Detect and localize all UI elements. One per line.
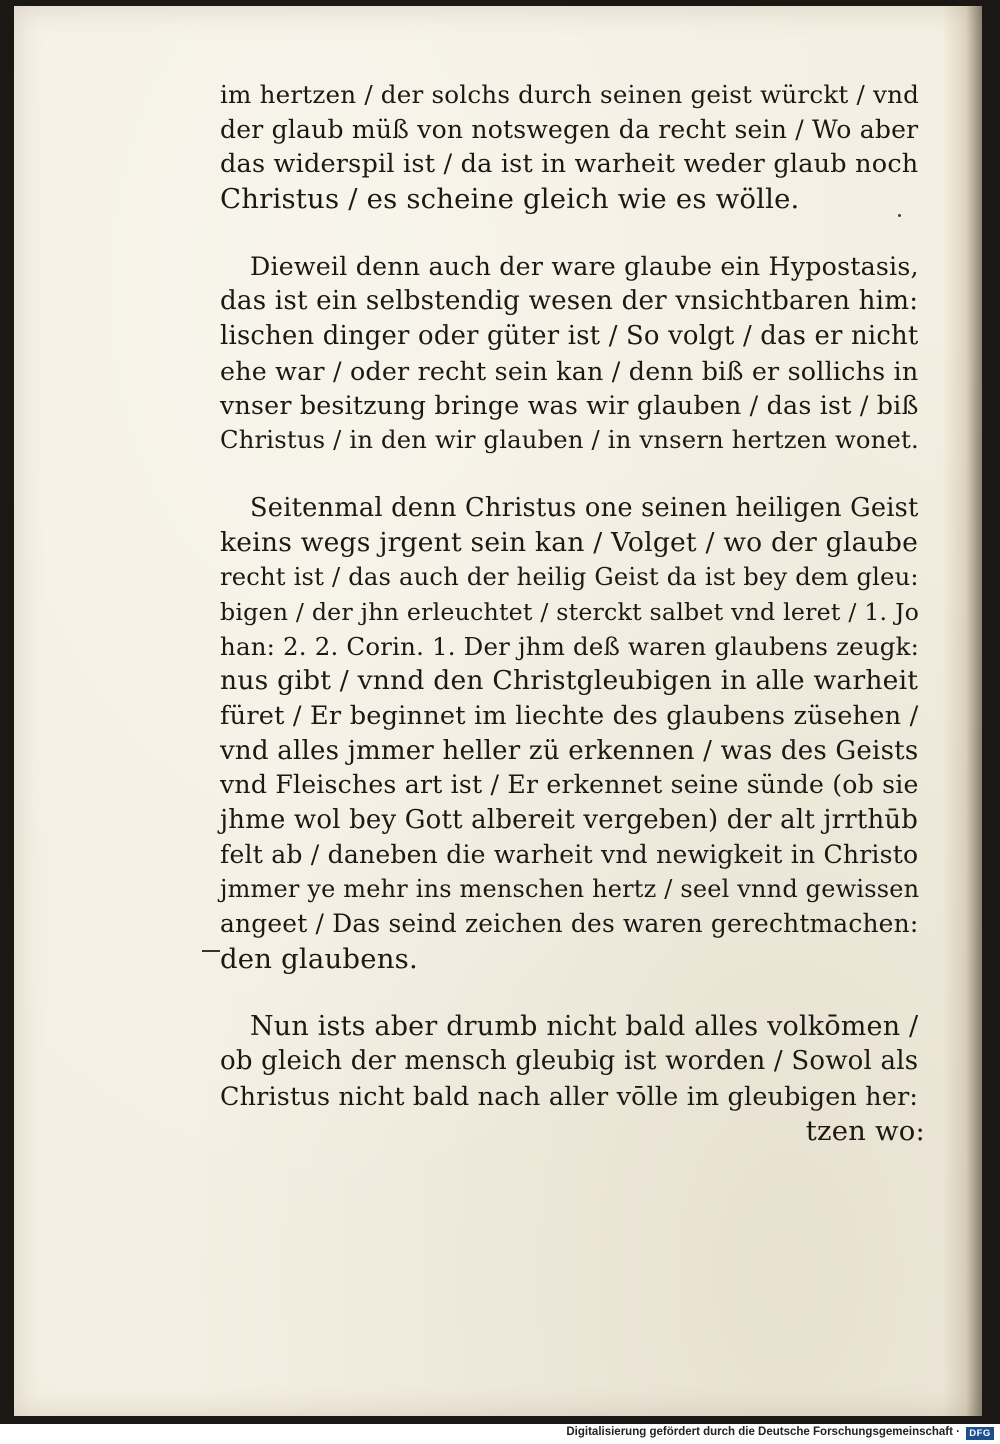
- text-line: vnd Fleisches art ist / Er erkennet seine sünde (ob sie: [220, 770, 919, 800]
- text-line: keins wegs jrgent sein kan / Volget / wo der glaube: [220, 526, 919, 558]
- text-line: vnd alles jmmer heller zü erkennen / was des Geists: [220, 735, 919, 766]
- dfg-logo: DFG: [966, 1427, 994, 1440]
- text-line: vnser besitzung bringe was wir glauben / das ist / biß: [220, 390, 919, 420]
- funding-credit: Digitalisierung gefördert durch die Deutsche Forschungsgemeinschaft ·: [566, 1426, 960, 1438]
- text-line: im hertzen / der solchs durch seinen geist würckt / vnd: [220, 80, 920, 109]
- footer-bar: [0, 1424, 1000, 1444]
- paragraph: [220, 250, 925, 458]
- page-text: [220, 78, 925, 1148]
- text-line: das ist ein selbstendig wesen der vnsichtbaren him:: [220, 286, 919, 317]
- text-line: Dieweil denn auch der ware glaube ein Hypostasis,: [250, 251, 919, 281]
- text-line: nus gibt / vnnd den Christgleubigen in alle warheit: [220, 665, 919, 697]
- text-line: füret / Er beginnet im liechte des glaubens züsehen /: [220, 701, 919, 731]
- text-line: Christus nicht bald nach aller vōlle im gleubigen her:: [220, 1080, 919, 1111]
- text-line: ob gleich der mensch gleubig ist worden / Sowol als: [220, 1046, 919, 1077]
- paragraph: [220, 78, 925, 217]
- text-line: jhme wol bey Gott albereit vergeben) der alt jrrthūb: [220, 805, 919, 836]
- text-line: Nun ists aber drumb nicht bald alles volkōmen /: [250, 1010, 919, 1042]
- text-line: han: 2. 2. Corin. 1. Der jhm deß waren glaubens zeugk:: [220, 631, 920, 661]
- text-line: bigen / der jhn erleuchtet / sterckt salbet vnd leret / 1. Jo: [220, 597, 920, 626]
- text-line: der glaub müß von notswegen da recht sein / Wo aber: [220, 114, 919, 144]
- paragraph: [220, 491, 925, 977]
- margin-mark: [202, 950, 220, 952]
- text-line: lischen dinger oder güter ist / So volgt / das er nicht: [220, 321, 919, 352]
- text-line: Christus / in den wir glauben / in vnsern hertzen wonet.: [220, 426, 919, 455]
- text-line: ehe war / oder recht sein kan / denn biß er sollichs in: [220, 355, 919, 386]
- text-line: angeet / Das seind zeichen des waren gerechtmachen:: [220, 909, 919, 939]
- text-line: das widerspil ist / da ist in warheit weder glaub noch: [220, 149, 919, 180]
- page-edge-shadow: [942, 6, 982, 1416]
- text-line: Seitenmal denn Christus one seinen heiligen Geist: [250, 492, 919, 523]
- text-line: felt ab / daneben die warheit vnd newigkeit in Christo: [220, 839, 919, 869]
- text-line: recht ist / das auch der heilig Geist da ist bey dem gleu:: [220, 563, 919, 592]
- paragraph: [220, 1010, 925, 1149]
- text-line: Christus / es scheine gleich wie es wölle.: [220, 183, 800, 216]
- catchword: tzen wo:: [805, 1114, 925, 1147]
- text-line: jmmer ye mehr ins menschen hertz / seel vnnd gewissen: [220, 875, 920, 904]
- text-line: den glaubens.: [220, 942, 418, 975]
